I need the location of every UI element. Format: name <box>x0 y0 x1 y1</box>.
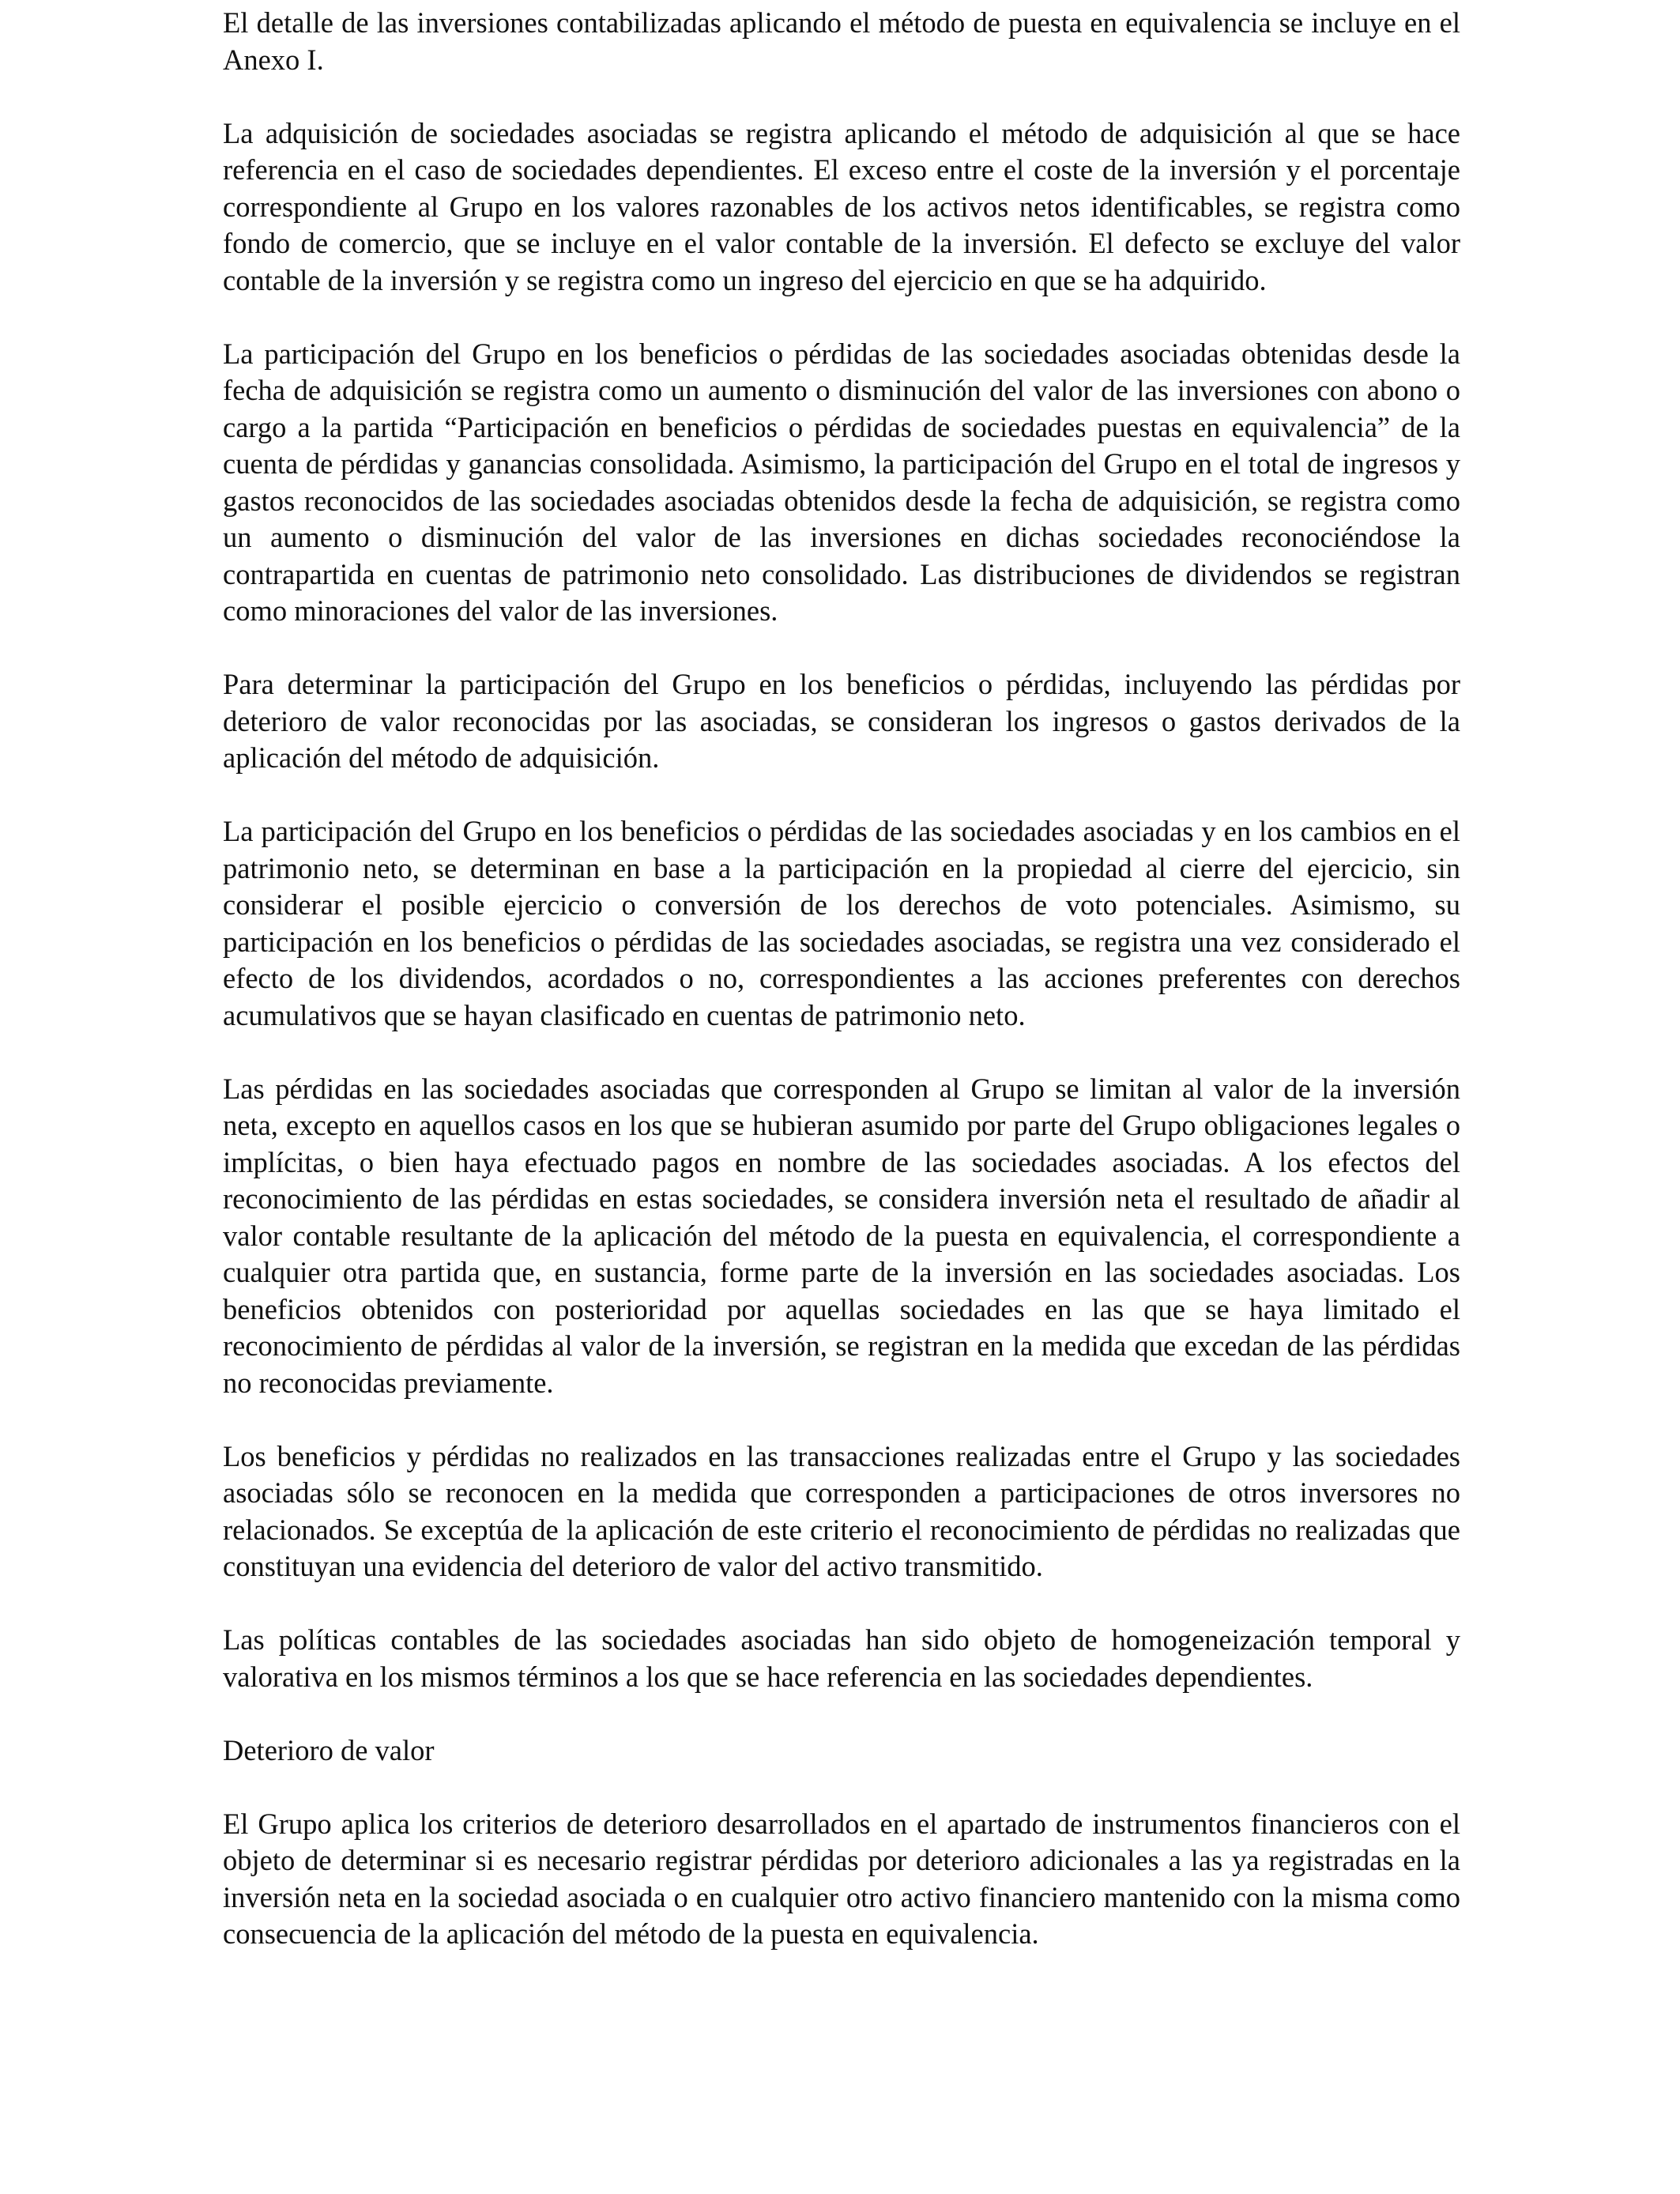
paragraph-impairment-losses: Para determinar la participación del Grupo en los beneficios o pérdidas, incluyendo las pérdidas por deterioro de valor reconocidas por las asociadas, se consideran los ingresos o gastos derivados de la aplicación del método de adquisición. <box>223 668 1460 774</box>
paragraph-equity-changes: La participación del Grupo en los beneficios o pérdidas de las sociedades asociadas y en los cambios en el patrimonio neto, se determinan en base a la participación en la propiedad al cierre del ejercicio, sin considerar el posible ejercicio o conversión de los derechos de voto potenciales. Asimismo, su participación en los beneficios o pérdidas de las sociedades asociadas, se registra una vez considerado el efecto de los dividendos, acordados o no, correspondientes a las acciones preferentes con derechos acumulativos que se hayan clasificado en cuentas de patrimonio neto. <box>223 815 1460 1031</box>
paragraph-unrealized-gains: Los beneficios y pérdidas no realizados en las transacciones realizadas entre el Grupo y las sociedades asociadas sólo se reconocen en la medida que corresponden a participaciones de otros inversores no relacionados. Se exceptúa de la aplicación de este criterio el reconocimiento de pérdidas no realizadas que constituyan una evidencia del deterioro de valor del activo transmitido. <box>223 1439 1460 1582</box>
paragraph-group-participation: La participación del Grupo en los beneficios o pérdidas de las sociedades asociadas obtenidas desde la fecha de adquisición se registra como un aumento o disminución del valor de las inversiones con abono o cargo a la partida “Participación en beneficios o pérdidas de sociedades puestas en equivalencia” de la cuenta de pérdidas y ganancias consolidada. Asimismo, la participación del Grupo en el total de ingresos y gastos reconocidos de las sociedades asociadas obtenidos desde la fecha de adquisición, se registra como un aumento o disminución del valor de las inversiones en dichas sociedades reconociéndose la contrapartida en cuentas de patrimonio neto consolidado. Las distribuciones de dividendos se registran como minoraciones del valor de las inversiones. <box>223 337 1460 627</box>
section-heading: Deterioro de valor <box>223 1733 435 1766</box>
document-page <box>223 5 1460 1989</box>
paragraph-accounting-policies: Las políticas contables de las sociedades asociadas han sido objeto de homogeneización temporal y valorativa en los mismos términos a los que se hace referencia en las sociedades dependientes. <box>223 1623 1460 1693</box>
paragraph-anexo-reference: El detalle de las inversiones contabilizadas aplicando el método de puesta en equivalencia se incluye en el Anexo I. <box>223 6 1460 76</box>
paragraph-loss-limits: Las pérdidas en las sociedades asociadas que corresponden al Grupo se limitan al valor de la inversión neta, excepto en aquellos casos en los que se hubieran asumido por parte del Grupo obligaciones legales o implícitas, o bien haya efectuado pagos en nombre de las sociedades asociadas. A los efectos del reconocimiento de las pérdidas en estas sociedades, se considera inversión neta el resultado de añadir al valor contable resultante de la aplicación del método de la puesta en equivalencia, el correspondiente a cualquier otra partida que, en sustancia, forme parte de la inversión en las sociedades asociadas. Los beneficios obtenidos con posterioridad por aquellas sociedades en las que se haya limitado el reconocimiento de pérdidas al valor de la inversión, se registran en la medida que excedan de las pérdidas no reconocidas previamente. <box>223 1072 1460 1399</box>
paragraph-impairment-criteria: El Grupo aplica los criterios de deterioro desarrollados en el apartado de instrumentos financieros con el objeto de determinar si es necesario registrar pérdidas por deterioro adicionales a las ya registradas en la inversión neta en la sociedad asociada o en cualquier otro activo financiero mantenido con la misma como consecuencia de la aplicación del método de la puesta en equivalencia. <box>223 1807 1460 1950</box>
paragraph-acquisition-method: La adquisición de sociedades asociadas se registra aplicando el método de adquisición al que se hace referencia en el caso de sociedades dependientes. El exceso entre el coste de la inversión y el porcentaje correspondiente al Grupo en los valores razonables de los activos netos identificables, se registra como fondo de comercio, que se incluye en el valor contable de la inversión. El defecto se excluye del valor contable de la inversión y se registra como un ingreso del ejercicio en que se ha adquirido. <box>223 116 1460 296</box>
